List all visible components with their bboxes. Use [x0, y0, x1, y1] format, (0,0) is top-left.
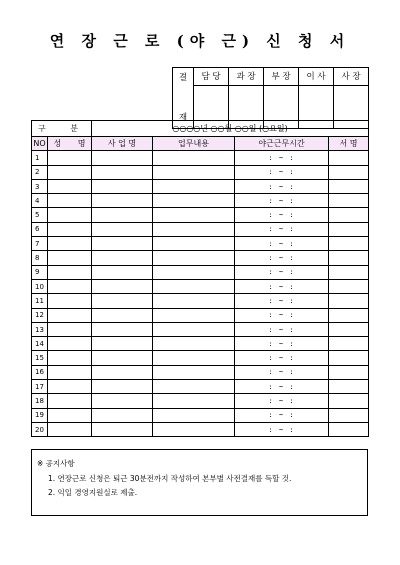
table-row: [32, 194, 369, 208]
table-row: [32, 408, 369, 422]
name-cell[interactable]: [48, 208, 92, 222]
table-row: [32, 351, 369, 365]
row-number: 7: [32, 237, 48, 251]
time-cell[interactable]: : ~ :: [235, 294, 329, 308]
table-row: [32, 294, 369, 308]
sign-cell[interactable]: [329, 322, 369, 336]
notice-item: 1. 연장근로 신청은 퇴근 30분전까지 작성하여 본부별 사전결재를 득할 것.: [48, 474, 292, 483]
dept-cell[interactable]: [92, 322, 153, 336]
approval-position: 과 장: [229, 68, 264, 86]
approval-position: 사 장: [334, 68, 369, 86]
sign-cell[interactable]: [329, 394, 369, 408]
name-cell[interactable]: [48, 265, 92, 279]
work-cell[interactable]: [153, 308, 235, 322]
sign-cell[interactable]: [329, 279, 369, 293]
sign-cell[interactable]: [329, 165, 369, 179]
work-cell[interactable]: [153, 279, 235, 293]
table-row: [32, 222, 369, 236]
time-cell[interactable]: : ~ :: [235, 151, 329, 165]
work-cell[interactable]: [153, 222, 235, 236]
name-cell[interactable]: [48, 194, 92, 208]
time-cell[interactable]: : ~ :: [235, 179, 329, 193]
name-cell[interactable]: [48, 294, 92, 308]
header-dept: 사 업 명: [92, 137, 153, 151]
table-row: [32, 279, 369, 293]
name-cell[interactable]: [48, 394, 92, 408]
row-number: 5: [32, 208, 48, 222]
sign-cell[interactable]: [329, 294, 369, 308]
date-field[interactable]: ○○○○년 ○○월 ○○일 (○요일): [92, 121, 369, 137]
gubun-label: [32, 121, 92, 137]
work-cell[interactable]: [153, 408, 235, 422]
time-cell[interactable]: : ~ :: [235, 165, 329, 179]
table-row: [32, 322, 369, 336]
work-cell[interactable]: [153, 337, 235, 351]
dept-cell[interactable]: [92, 208, 153, 222]
time-cell[interactable]: : ~ :: [235, 222, 329, 236]
table-row: [32, 179, 369, 193]
sign-cell[interactable]: [329, 408, 369, 422]
time-cell[interactable]: : ~ :: [235, 337, 329, 351]
gubun-label-2: 분: [70, 123, 79, 133]
table-row: [32, 394, 369, 408]
dept-cell[interactable]: [92, 194, 153, 208]
header-sign: 서 명: [329, 137, 369, 151]
time-cell[interactable]: : ~ :: [235, 408, 329, 422]
table-header: [32, 137, 369, 151]
header-no: NO: [32, 137, 48, 151]
work-cell[interactable]: [153, 322, 235, 336]
table-row: [32, 208, 369, 222]
notice-item: 2. 익일 경영지원실로 제출.: [48, 488, 138, 497]
dept-cell[interactable]: [92, 394, 153, 408]
row-number: 20: [32, 422, 48, 436]
dept-cell[interactable]: [92, 165, 153, 179]
sign-cell[interactable]: [329, 179, 369, 193]
table-row: [32, 308, 369, 322]
gubun-label-1: 구: [38, 123, 46, 133]
sign-cell[interactable]: [329, 222, 369, 236]
sign-cell[interactable]: [329, 365, 369, 379]
row-number: 15: [32, 351, 48, 365]
approval-label-1: 결: [178, 73, 188, 83]
table-row: [32, 380, 369, 394]
name-cell[interactable]: [48, 351, 92, 365]
time-cell[interactable]: : ~ :: [235, 351, 329, 365]
sign-cell[interactable]: [329, 194, 369, 208]
row-number: 6: [32, 222, 48, 236]
sign-cell[interactable]: [329, 151, 369, 165]
approval-position: 이 사: [299, 68, 334, 86]
approval-position: 부 장: [264, 68, 299, 86]
dept-cell[interactable]: [92, 408, 153, 422]
table-row: [32, 237, 369, 251]
dept-cell[interactable]: [92, 237, 153, 251]
work-cell[interactable]: [153, 208, 235, 222]
overtime-table: [31, 120, 369, 437]
table-row: [32, 165, 369, 179]
dept-cell[interactable]: [92, 380, 153, 394]
row-number: 12: [32, 308, 48, 322]
name-cell[interactable]: [48, 237, 92, 251]
work-cell[interactable]: [153, 351, 235, 365]
table-row: [32, 251, 369, 265]
dept-cell[interactable]: [92, 222, 153, 236]
work-cell[interactable]: [153, 165, 235, 179]
dept-cell[interactable]: [92, 151, 153, 165]
sign-cell[interactable]: [329, 337, 369, 351]
dept-cell[interactable]: [92, 265, 153, 279]
name-cell[interactable]: [48, 422, 92, 436]
time-cell[interactable]: : ~ :: [235, 308, 329, 322]
row-number: 2: [32, 165, 48, 179]
sign-cell[interactable]: [329, 380, 369, 394]
dept-cell[interactable]: [92, 179, 153, 193]
sign-cell[interactable]: [329, 422, 369, 436]
time-cell[interactable]: : ~ :: [235, 380, 329, 394]
dept-cell[interactable]: [92, 337, 153, 351]
sign-cell[interactable]: [329, 251, 369, 265]
name-cell[interactable]: [48, 151, 92, 165]
work-cell[interactable]: [153, 251, 235, 265]
row-number: 8: [32, 251, 48, 265]
notice-heading: ※ 공지사항: [37, 459, 75, 468]
table-row: [32, 265, 369, 279]
dept-cell[interactable]: [92, 279, 153, 293]
table-row: [32, 422, 369, 436]
row-number: 13: [32, 322, 48, 336]
work-cell[interactable]: [153, 265, 235, 279]
name-cell[interactable]: [48, 279, 92, 293]
work-cell[interactable]: [153, 151, 235, 165]
sign-cell[interactable]: [329, 208, 369, 222]
dept-cell[interactable]: [92, 308, 153, 322]
work-cell[interactable]: [153, 365, 235, 379]
work-cell[interactable]: [153, 294, 235, 308]
header-time: 야근근무시간: [235, 137, 329, 151]
document-title: 연 장 근 로 (야 근) 신 청 서: [49, 32, 351, 50]
name-cell[interactable]: [48, 222, 92, 236]
dept-cell[interactable]: [92, 365, 153, 379]
work-cell[interactable]: [153, 422, 235, 436]
work-cell[interactable]: [153, 194, 235, 208]
sign-cell[interactable]: [329, 265, 369, 279]
table-body: [32, 151, 369, 437]
work-cell[interactable]: [153, 380, 235, 394]
time-cell[interactable]: : ~ :: [235, 279, 329, 293]
table-row: [32, 337, 369, 351]
name-cell[interactable]: [48, 179, 92, 193]
row-number: 4: [32, 194, 48, 208]
row-number: 18: [32, 394, 48, 408]
work-cell[interactable]: [153, 179, 235, 193]
dept-cell[interactable]: [92, 422, 153, 436]
name-cell[interactable]: [48, 251, 92, 265]
name-cell[interactable]: [48, 322, 92, 336]
name-cell[interactable]: [48, 308, 92, 322]
sign-cell[interactable]: [329, 351, 369, 365]
time-cell[interactable]: : ~ :: [235, 422, 329, 436]
notice-box: [31, 449, 368, 516]
row-number: 9: [32, 265, 48, 279]
work-cell[interactable]: [153, 394, 235, 408]
time-cell[interactable]: : ~ :: [235, 237, 329, 251]
time-cell[interactable]: : ~ :: [235, 322, 329, 336]
time-cell[interactable]: : ~ :: [235, 265, 329, 279]
header-name: [48, 137, 92, 151]
name-cell[interactable]: [48, 365, 92, 379]
approval-position: 담 당: [194, 68, 229, 86]
row-number: 10: [32, 279, 48, 293]
dept-cell[interactable]: [92, 351, 153, 365]
sign-cell[interactable]: [329, 237, 369, 251]
dept-cell[interactable]: [92, 294, 153, 308]
row-number: 14: [32, 337, 48, 351]
row-number: 11: [32, 294, 48, 308]
time-cell[interactable]: : ~ :: [235, 208, 329, 222]
row-number: 1: [32, 151, 48, 165]
time-cell[interactable]: : ~ :: [235, 365, 329, 379]
row-number: 16: [32, 365, 48, 379]
header-name-2: 명: [77, 138, 86, 148]
row-number: 3: [32, 179, 48, 193]
dept-cell[interactable]: [92, 251, 153, 265]
name-cell[interactable]: [48, 408, 92, 422]
name-cell[interactable]: [48, 165, 92, 179]
time-cell[interactable]: : ~ :: [235, 194, 329, 208]
work-cell[interactable]: [153, 237, 235, 251]
header-name-1: 성: [53, 138, 62, 148]
sign-cell[interactable]: [329, 308, 369, 322]
approval-label-2: 재: [178, 113, 188, 123]
name-cell[interactable]: [48, 337, 92, 351]
time-cell[interactable]: : ~ :: [235, 251, 329, 265]
row-number: 19: [32, 408, 48, 422]
name-cell[interactable]: [48, 380, 92, 394]
row-number: 17: [32, 380, 48, 394]
table-row: [32, 151, 369, 165]
header-work: 업무내용: [153, 137, 235, 151]
time-cell[interactable]: : ~ :: [235, 394, 329, 408]
table-row: [32, 365, 369, 379]
